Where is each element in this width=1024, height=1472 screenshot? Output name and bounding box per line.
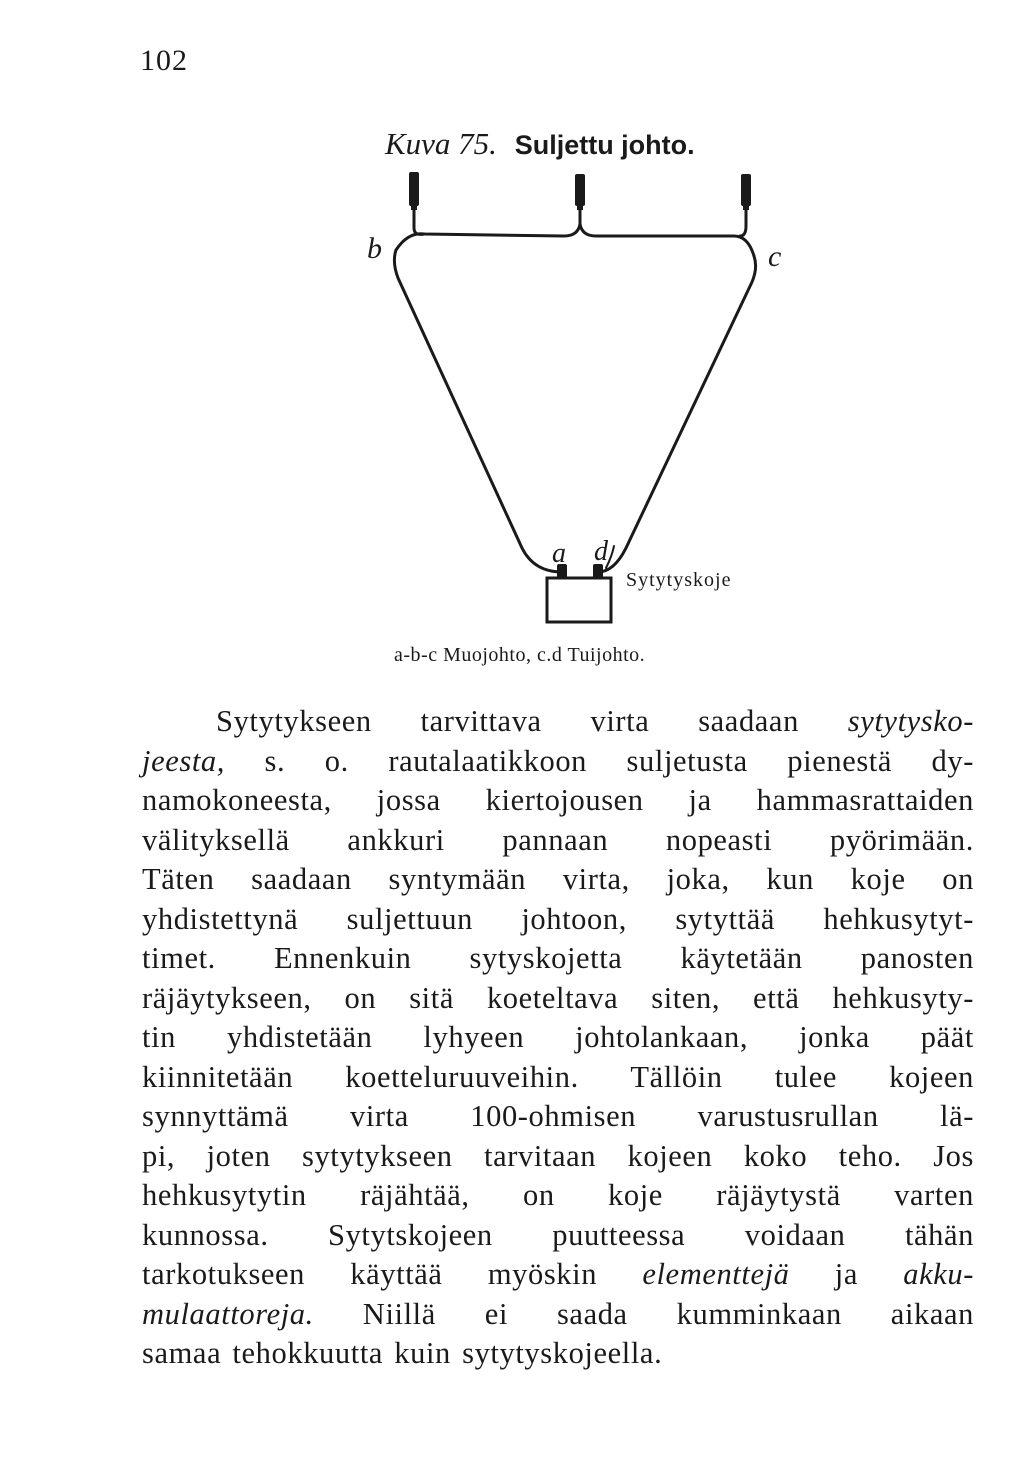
label-device: Sytytyskoje [626,569,732,591]
text-line [142,900,974,940]
top-wire [396,224,754,256]
text-run: ja [789,1257,904,1291]
emphasized-term: sytytysko- [847,704,974,738]
emphasized-term: akku- [903,1257,974,1291]
text-run: timet. Ennenkuin sytyskojetta käytetään panosten [142,941,974,975]
plug-b-lead [414,206,424,234]
circuit-diagram [0,0,1024,700]
lead-b-to-a [394,250,562,572]
text-run: Täten saadaan syntymään virta, joka, kun koje on [142,862,974,896]
text-run: tarkotukseen käyttää myöskin [142,1257,643,1291]
text-line [142,1216,974,1256]
firing-device-box [547,578,611,622]
text-line [142,1334,974,1374]
text-line [142,781,974,821]
text-line [142,1295,974,1335]
text-line [142,742,974,782]
text-run: namokoneesta, jossa kiertojousen ja hammasrattaiden [142,783,974,817]
text-line [142,860,974,900]
figure-caption-title: Suljettu johto. [514,130,695,160]
text-line [142,702,974,742]
label-a: a [552,538,566,569]
emphasized-term: elementtejä [642,1257,790,1291]
emphasized-term: jeesta, [142,743,225,778]
plug-c-lead [740,206,746,236]
text-run: Sytytykseen tarvittava virta saadaan [216,704,848,738]
lead-c-to-d [598,256,756,572]
emphasized-term: mulaattoreja. [142,1296,314,1331]
text-line [142,1255,974,1295]
diagram-legend: a-b-c Muojohto, c.d Tuijohto. [394,644,646,666]
text-run: samaa tehokkuutta kuin sytytyskojeella. [142,1336,663,1370]
label-b: b [367,232,382,265]
text-run: välityksellä ankkuri pannaan nopeasti pyörimään. [142,822,974,857]
page-number: 102 [140,44,188,77]
text-run: pi, joten sytytykseen tarvitaan kojeen koko teho. Jos [142,1138,974,1173]
text-run: tin yhdistetään lyhyeen johtolankaan, jonka päät [142,1020,974,1054]
text-run: s. o. rautalaatikkoon suljetusta pienestä dy- [224,743,974,778]
text-run: kiinnitetään koetteluruuveihin. Tällöin tulee kojeen [142,1059,974,1094]
text-line [142,1018,974,1058]
text-run: kunnossa. Sytytskojeen puutteessa voidaan tähän [142,1217,974,1252]
text-run: synnyttämä virta 100-ohmisen varustusrullan lä- [142,1099,974,1133]
text-run: yhdistettynä suljettuun johtoon, sytyttää hehkusytyt- [142,901,974,936]
text-line [142,939,974,979]
text-line [142,1058,974,1098]
label-d: d [594,536,608,567]
text-run: hehkusytytin räjähtää, on koje räjäytystä varten [142,1178,974,1212]
label-c: c [768,240,782,273]
text-line [142,1176,974,1216]
body-text [142,702,974,1374]
text-line [142,979,974,1019]
text-run: Niillä ei saada kumminkaan aikaan [313,1296,974,1331]
text-run: räjäytykseen, on sitä koeteltava siten, että hehkusyty- [142,980,974,1015]
text-line [142,821,974,861]
text-line [142,1137,974,1177]
figure-caption-label: Kuva 75. [385,126,497,161]
text-line [142,1097,974,1137]
